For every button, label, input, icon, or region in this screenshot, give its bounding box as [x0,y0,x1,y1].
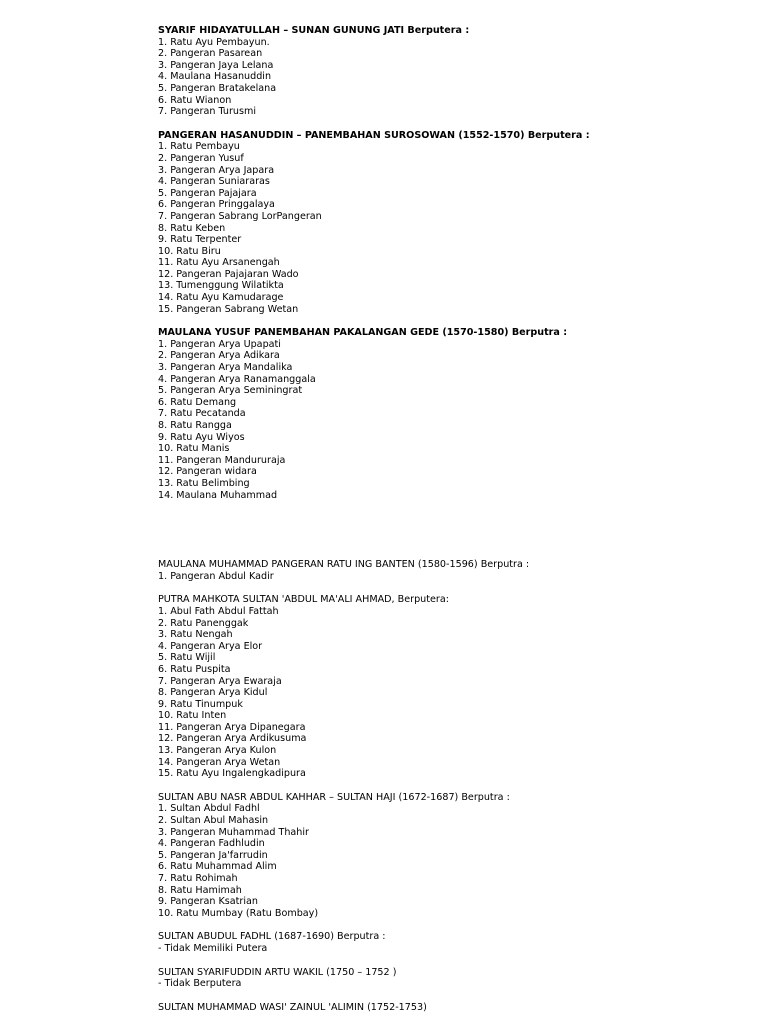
section-heading: SYARIF HIDAYATULLAH – SUNAN GUNUNG JATI Berputera : [158,25,470,36]
section-sultan-abudul-fadhl [158,931,718,954]
list-item: 13. Pangeran Arya Kulon [158,745,277,757]
list-item: 5. Pangeran Ja'farrudin [158,849,268,861]
list-item: 15. Ratu Ayu Ingalengkadipura [158,768,306,780]
section-spacer [158,990,718,1002]
list-item: 4. Maulana Hasanuddin [158,71,272,83]
list-item: 7. Ratu Pecatanda [158,408,246,420]
section-sultan-haji [158,792,718,920]
list-item: 3. Pangeran Arya Japara [158,164,275,176]
list-item: 1. Ratu Pembayu [158,141,240,153]
list-item: - Tidak Memiliki Putera [158,942,268,954]
list-item: 6. Ratu Puspita [158,663,231,675]
list-item: 1. Pangeran Abdul Kadir [158,570,274,582]
list-item: 2. Sultan Abul Mahasin [158,815,269,827]
list-item: 7. Pangeran Sabrang LorPangeran [158,210,322,222]
list-item: 12. Pangeran Arya Ardikusuma [158,733,307,745]
list-item: 3. Pangeran Arya Mandalika [158,362,293,374]
section-spacer [158,315,718,327]
section-spacer [158,955,718,967]
section-spacer [158,919,718,931]
list-item: 14. Maulana Muhammad [158,489,278,501]
list-item: 5. Ratu Wijil [158,652,216,664]
section-spacer [158,582,718,594]
list-item: 14. Pangeran Arya Wetan [158,756,281,768]
section-heading: MAULANA YUSUF PANEMBAHAN PAKALANGAN GEDE (1570-1580) Berputra : [158,327,568,339]
section-sunan-gunung-jati [158,25,718,118]
list-item: 3. Ratu Nengah [158,629,233,641]
list-item: 9. Ratu Tinumpuk [158,698,243,710]
list-item: 1. Pangeran Arya Upapati [158,338,281,350]
list-item: 3. Pangeran Jaya Lelana [158,59,274,71]
list-item: 10. Ratu Inten [158,710,227,722]
list-item: 6. Ratu Wianon [158,94,232,106]
list-item: 9. Pangeran Ksatrian [158,896,258,908]
section-heading: SULTAN MUHAMMAD WASI' ZAINUL 'ALIMIN (1752-1753) [158,1001,427,1013]
list-item: 1. Abul Fath Abdul Fattah [158,605,279,617]
section-heading: SULTAN ABUDUL FADHL (1687-1690) Berputra : [158,931,386,943]
list-item: 9. Ratu Terpenter [158,234,242,246]
list-item: 4. Pangeran Arya Ranamanggala [158,373,316,385]
section-maulana-yusuf [158,327,718,501]
list-item: 13. Tumenggung Wilatikta [158,280,284,292]
list-item: 4. Pangeran Fadhludin [158,838,265,850]
section-heading: SULTAN ABU NASR ABDUL KAHHAR – SULTAN HAJI (1672-1687) Berputra : [158,791,510,803]
list-item: 12. Pangeran widara [158,466,257,478]
list-item: 9. Ratu Ayu Wiyos [158,431,245,443]
list-item: 2. Pangeran Arya Adikara [158,350,280,362]
list-item: 10. Ratu Mumbay (Ratu Bombay) [158,907,319,919]
list-item: 4. Pangeran Suniararas [158,176,270,188]
list-item: 2. Ratu Panenggak [158,617,249,629]
list-item: 8. Ratu Rangga [158,420,232,431]
list-item: 1. Sultan Abdul Fadhl [158,803,260,815]
list-item: 1. Ratu Ayu Pembayun. [158,36,270,48]
section-spacer-large [158,501,718,559]
section-pangeran-hasanuddin [158,130,718,316]
list-item: 7. Pangeran Arya Ewaraja [158,675,282,687]
section-sultan-muhammad-wasi [158,1002,718,1014]
list-item: 2. Pangeran Yusuf [158,152,244,164]
document-page [158,25,718,1013]
section-heading: SULTAN SYARIFUDDIN ARTU WAKIL (1750 – 1752 ) [158,966,397,978]
list-item: 7. Ratu Rohimah [158,873,238,884]
section-heading: PUTRA MAHKOTA SULTAN 'ABDUL MA'ALI AHMAD, Berputera: [158,594,449,606]
list-item: 11. Ratu Ayu Arsanengah [158,257,280,269]
list-item: 5. Pangeran Arya Seminingrat [158,385,303,397]
list-item: 14. Ratu Ayu Kamudarage [158,292,284,304]
list-item: 5. Pangeran Pajajara [158,187,257,199]
list-item: 3. Pangeran Muhammad Thahir [158,826,309,838]
list-item: 10. Ratu Manis [158,443,230,455]
section-sultan-syarifuddin [158,967,718,990]
list-item: 4. Pangeran Arya Elor [158,640,263,652]
section-maulana-muhammad [158,559,718,582]
list-item: - Tidak Berputera [158,978,242,990]
list-item: 2. Pangeran Pasarean [158,48,263,60]
list-item: 15. Pangeran Sabrang Wetan [158,303,299,315]
section-putra-mahkota [158,594,718,780]
section-heading: MAULANA MUHAMMAD PANGERAN RATU ING BANTEN (1580-1596) Berputra : [158,559,530,571]
list-item: 12. Pangeran Pajajaran Wado [158,268,299,280]
section-spacer [158,118,718,130]
list-item: 13. Ratu Belimbing [158,477,250,489]
list-item: 8. Ratu Keben [158,222,226,234]
list-item: 11. Pangeran Arya Dipanegara [158,721,306,733]
list-item: 8. Pangeran Arya Kidul [158,687,268,699]
section-spacer [158,780,718,792]
list-item: 6. Ratu Muhammad Alim [158,861,277,873]
section-heading: PANGERAN HASANUDDIN – PANEMBAHAN SUROSOWAN (1552-1570) Berputera : [158,129,590,141]
list-item: 5. Pangeran Bratakelana [158,82,277,94]
list-item: 8. Ratu Hamimah [158,884,242,896]
list-item: 6. Pangeran Pringgalaya [158,199,275,211]
list-item: 11. Pangeran Mandururaja [158,454,286,466]
list-item: 6. Ratu Demang [158,396,237,408]
list-item: 10. Ratu Biru [158,245,221,257]
list-item: 7. Pangeran Turusmi [158,106,256,118]
